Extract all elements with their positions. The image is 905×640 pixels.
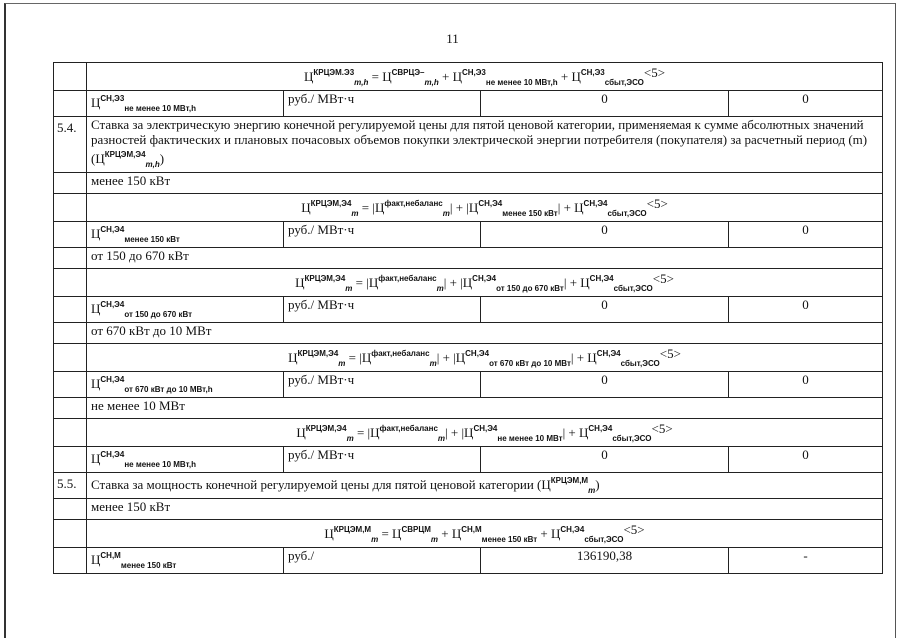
param-symbol: $Ц^{СН,Э4}_{от 150 до 670 кВт}$	[87, 297, 284, 323]
param-symbol: $Ц^{СН,Э4}_{от 670 кВт до 10 МВт,h}$	[87, 372, 284, 398]
group-formula-row	[54, 520, 883, 548]
page-number: 11	[446, 31, 459, 46]
group-label-row	[54, 398, 883, 419]
value-cell-2: 0	[729, 91, 883, 117]
formula-e3: $Ц^{КРЦЭМ.Э3}_{m,h} = Ц^{СВРЦЭ-}_{m,h} + Ц^{СН,Э3}_{не менее 10 МВт,h} + Ц^{СН,Э3}_{сбыт,ЭСО}<5>$	[87, 63, 883, 91]
section-number: 5.4.	[54, 117, 87, 173]
unit-cell: руб./ МВт·ч	[284, 447, 481, 473]
tariff-table	[53, 62, 883, 574]
value-cell-1: 0	[481, 447, 729, 473]
section-description: Ставка за электрическую энергию конечной регулируемой цены для пятой ценовой категории, применяемая к сумме абсолютных значений разностей фактических и плановых почасовых объемов покупки электрической энергии потребителя (покупателя) за расчетный период (m) $(Ц^{КРЦЭМ,Э4}_{m,h})$	[87, 117, 883, 173]
value-cell-2: 0	[729, 447, 883, 473]
num-cell	[54, 91, 87, 117]
group-formula: $Ц^{КРЦЭМ,Э4}_m = |Ц^{факт,небаланс}_m| + |Ц^{СН,Э4}_{от 150 до 670 кВт}| + Ц^{СН,Э4}_{сбыт,ЭСО}<5>$	[87, 269, 883, 297]
group-label-row	[54, 248, 883, 269]
group-label: менее 150 кВт	[87, 499, 883, 520]
section-description: Ставка за мощность конечной регулируемой цены для пятой ценовой категории $(Ц^{КРЦЭМ,М}_m)$	[87, 473, 883, 499]
value-cell-1: 0	[481, 222, 729, 248]
group-param-row	[54, 222, 883, 248]
group-formula: $Ц^{КРЦЭМ,Э4}_m = |Ц^{факт,небаланс}_m| + |Ц^{СН,Э4}_{от 670 кВт до 10 МВт}| + Ц^{СН,Э4}_{сбыт,ЭСО}<5>$	[87, 344, 883, 372]
formula-row-e3	[54, 63, 883, 91]
group-label-row	[54, 323, 883, 344]
group-formula: $Ц^{КРЦЭМ,М}_m = Ц^{СВРЦМ}_m + Ц^{СН,М}_{менее 150 кВт} + Ц^{СН,Э4}_{сбыт,ЭСО}<5>$	[87, 520, 883, 548]
group-param-row	[54, 372, 883, 398]
value-cell-2: -	[729, 548, 883, 574]
param-row-e3	[54, 91, 883, 117]
group-label: от 150 до 670 кВт	[87, 248, 883, 269]
unit-cell: руб./ МВт·ч	[284, 297, 481, 323]
group-param-row	[54, 548, 883, 574]
value-cell-2: 0	[729, 222, 883, 248]
group-label: менее 150 кВт	[87, 173, 883, 194]
section-number: 5.5.	[54, 473, 87, 499]
group-formula-row	[54, 344, 883, 372]
group-label-row	[54, 499, 883, 520]
unit-cell: руб./ МВт·ч	[284, 372, 481, 398]
group-formula-row	[54, 194, 883, 222]
unit-cell: руб./ МВт·ч	[284, 91, 481, 117]
param-symbol: $Ц^{СН,Э4}_{менее 150 кВт}$	[87, 222, 284, 248]
unit-cell: руб./ МВт·ч	[284, 222, 481, 248]
group-label: не менее 10 МВт	[87, 398, 883, 419]
value-cell-1: 0	[481, 372, 729, 398]
param-symbol: $Ц^{СН,Э4}_{не менее 10 МВт,h}$	[87, 447, 284, 473]
group-formula-row	[54, 419, 883, 447]
value-cell-1: 0	[481, 91, 729, 117]
group-formula: $Ц^{КРЦЭМ,Э4}_m = |Ц^{факт,небаланс}_m| + |Ц^{СН,Э4}_{менее 150 кВт}| + Ц^{СН,Э4}_{сбыт,ЭСО}<5>$	[87, 194, 883, 222]
group-param-row	[54, 297, 883, 323]
value-cell-1: 0	[481, 297, 729, 323]
value-cell-2: 0	[729, 297, 883, 323]
group-formula: $Ц^{КРЦЭМ,Э4}_m = |Ц^{факт,небаланс}_m| + |Ц^{СН,Э4}_{не менее 10 МВт}| + Ц^{СН,Э4}_{сбыт,ЭСО}<5>$	[87, 419, 883, 447]
unit-cell: руб./	[284, 548, 481, 574]
group-param-row	[54, 447, 883, 473]
group-label-row	[54, 173, 883, 194]
value-cell-2: 0	[729, 372, 883, 398]
section-5-5-header	[54, 473, 883, 499]
param-symbol: $Ц^{СН,М}_{менее 150 кВт}$	[87, 548, 284, 574]
param-symbol: $Ц^{СН,Э3}_{не менее 10 МВт,h}$	[87, 91, 284, 117]
group-label: от 670 кВт до 10 МВт	[87, 323, 883, 344]
value-cell-1: 136190,38	[481, 548, 729, 574]
group-formula-row	[54, 269, 883, 297]
num-cell	[54, 63, 87, 91]
section-5-4-header	[54, 117, 883, 173]
